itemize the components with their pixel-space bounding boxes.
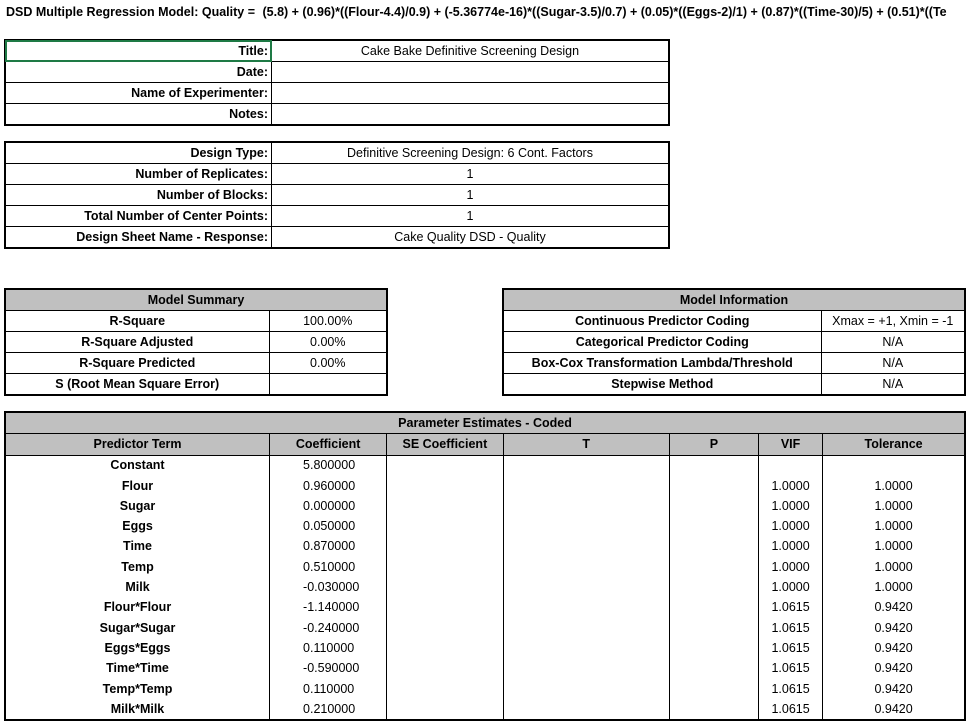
param-cell-se[interactable]	[387, 598, 503, 618]
param-cell-vif[interactable]: 1.0615	[759, 679, 823, 699]
info-value-date[interactable]	[272, 62, 670, 83]
param-cell-tol[interactable]: 0.9420	[823, 638, 965, 658]
table-row	[5, 659, 965, 679]
param-cell-se[interactable]	[387, 516, 503, 536]
param-cell-p[interactable]	[669, 598, 758, 618]
model-info-label-box-cox[interactable]: Box-Cox Transformation Lambda/Threshold	[503, 353, 821, 374]
parameter-estimates-table	[4, 411, 966, 721]
design-value-blocks[interactable]: 1	[272, 185, 670, 206]
param-cell-vif[interactable]: 1.0615	[759, 699, 823, 720]
design-value-type[interactable]: Definitive Screening Design: 6 Cont. Factors	[272, 142, 670, 164]
design-row-replicates	[5, 164, 669, 185]
summary-row	[5, 311, 387, 332]
column-header-t[interactable]: T	[503, 434, 669, 455]
table-row	[5, 496, 965, 516]
param-cell-se[interactable]	[387, 699, 503, 720]
info-value-experimenter[interactable]	[272, 83, 670, 104]
model-info-row	[503, 332, 965, 353]
param-cell-coef[interactable]: 0.510000	[270, 557, 387, 577]
param-cell-vif[interactable]: 1.0000	[759, 516, 823, 536]
param-cell-term[interactable]: Constant	[5, 455, 270, 476]
model-summary-title[interactable]: Model Summary	[5, 289, 387, 311]
summary-value-r-square[interactable]: 100.00%	[269, 311, 387, 332]
model-info-label-categorical-coding[interactable]: Categorical Predictor Coding	[503, 332, 821, 353]
summary-row	[5, 353, 387, 374]
design-value-center-points[interactable]: 1	[272, 206, 670, 227]
experiment-info-table	[4, 39, 670, 126]
info-row-notes	[5, 104, 669, 126]
param-cell-vif[interactable]: 1.0615	[759, 638, 823, 658]
design-info-table	[4, 141, 670, 249]
info-label-experimenter[interactable]: Name of Experimenter:	[5, 83, 272, 104]
equation-heading: DSD Multiple Regression Model: Quality =	[6, 5, 255, 19]
model-info-row	[503, 353, 965, 374]
summary-label-r-square[interactable]: R-Square	[5, 311, 269, 332]
table-row	[5, 699, 965, 720]
info-value-title[interactable]: Cake Bake Definitive Screening Design	[272, 40, 670, 62]
param-cell-tol[interactable]: 0.9420	[823, 699, 965, 720]
param-cell-t[interactable]	[503, 618, 669, 638]
design-row-center-points	[5, 206, 669, 227]
param-cell-se[interactable]	[387, 577, 503, 597]
param-cell-se[interactable]	[387, 638, 503, 658]
param-cell-p[interactable]	[669, 557, 758, 577]
table-row	[5, 638, 965, 658]
column-header-vif[interactable]: VIF	[759, 434, 823, 455]
info-row-title	[5, 40, 669, 62]
param-cell-tol[interactable]: 0.9420	[823, 618, 965, 638]
summary-value-r-square-adjusted[interactable]: 0.00%	[269, 332, 387, 353]
model-info-row	[503, 374, 965, 396]
info-value-notes[interactable]	[272, 104, 670, 126]
param-cell-coef[interactable]: -0.030000	[270, 577, 387, 597]
param-cell-term[interactable]: Milk*Milk	[5, 699, 270, 720]
table-row	[5, 537, 965, 557]
model-summary-table	[4, 288, 388, 396]
table-row	[5, 516, 965, 536]
table-row	[5, 476, 965, 496]
design-row-blocks	[5, 185, 669, 206]
param-cell-coef[interactable]: 0.110000	[270, 638, 387, 658]
param-cell-tol[interactable]: 1.0000	[823, 537, 965, 557]
param-cell-p[interactable]	[669, 516, 758, 536]
model-info-value-stepwise[interactable]: N/A	[821, 374, 965, 396]
column-header-se-coefficient[interactable]: SE Coefficient	[387, 434, 503, 455]
summary-row	[5, 374, 387, 396]
table-row	[5, 557, 965, 577]
param-cell-term[interactable]: Flour	[5, 476, 270, 496]
param-cell-term[interactable]: Temp*Temp	[5, 679, 270, 699]
param-cell-term[interactable]: Time*Time	[5, 659, 270, 679]
param-cell-vif[interactable]: 1.0615	[759, 659, 823, 679]
param-cell-tol[interactable]: 1.0000	[823, 496, 965, 516]
design-label-blocks[interactable]: Number of Blocks:	[5, 185, 272, 206]
model-info-row	[503, 311, 965, 332]
param-cell-vif[interactable]	[759, 455, 823, 476]
param-cell-t[interactable]	[503, 537, 669, 557]
param-cell-term[interactable]: Flour*Flour	[5, 598, 270, 618]
model-information-title[interactable]: Model Information	[503, 289, 965, 311]
param-cell-coef[interactable]: 0.960000	[270, 476, 387, 496]
param-cell-vif[interactable]: 1.0000	[759, 496, 823, 516]
param-cell-coef[interactable]: 0.000000	[270, 496, 387, 516]
param-cell-coef[interactable]: -0.240000	[270, 618, 387, 638]
param-cell-tol[interactable]: 0.9420	[823, 659, 965, 679]
design-label-sheet-name[interactable]: Design Sheet Name - Response:	[5, 227, 272, 249]
param-cell-tol[interactable]	[823, 455, 965, 476]
param-cell-se[interactable]	[387, 679, 503, 699]
param-cell-p[interactable]	[669, 679, 758, 699]
table-row	[5, 679, 965, 699]
param-cell-t[interactable]	[503, 455, 669, 476]
summary-value-rmse[interactable]	[269, 374, 387, 396]
param-cell-coef[interactable]: 0.050000	[270, 516, 387, 536]
param-cell-tol[interactable]: 1.0000	[823, 516, 965, 536]
param-cell-term[interactable]: Sugar*Sugar	[5, 618, 270, 638]
param-cell-term[interactable]: Time	[5, 537, 270, 557]
design-label-center-points[interactable]: Total Number of Center Points:	[5, 206, 272, 227]
param-cell-se[interactable]	[387, 557, 503, 577]
param-cell-tol[interactable]: 1.0000	[823, 557, 965, 577]
summary-label-r-square-predicted[interactable]: R-Square Predicted	[5, 353, 269, 374]
column-header-row	[5, 434, 965, 455]
param-cell-vif[interactable]: 1.0000	[759, 577, 823, 597]
param-cell-term[interactable]: Sugar	[5, 496, 270, 516]
design-value-replicates[interactable]: 1	[272, 164, 670, 185]
param-cell-se[interactable]	[387, 496, 503, 516]
param-cell-p[interactable]	[669, 537, 758, 557]
param-cell-coef[interactable]: -1.140000	[270, 598, 387, 618]
param-cell-t[interactable]	[503, 476, 669, 496]
param-cell-se[interactable]	[387, 618, 503, 638]
param-cell-t[interactable]	[503, 638, 669, 658]
design-label-type[interactable]: Design Type:	[5, 142, 272, 164]
equation-formula: (5.8) + (0.96)*((Flour-4.4)/0.9) + (-5.36774e-16)*((Sugar-3.5)/0.7) + (0.05)*((Eggs-2)/1) + (0.87)*((Time-30)/5) + (0.51)*((Te	[262, 5, 947, 19]
model-info-value-box-cox[interactable]: N/A	[821, 353, 965, 374]
param-cell-t[interactable]	[503, 659, 669, 679]
design-row-sheet-name	[5, 227, 669, 249]
param-cell-vif[interactable]: 1.0000	[759, 537, 823, 557]
param-cell-tol[interactable]: 0.9420	[823, 679, 965, 699]
param-cell-term[interactable]: Milk	[5, 577, 270, 597]
param-cell-t[interactable]	[503, 516, 669, 536]
column-header-predictor-term[interactable]: Predictor Term	[5, 434, 270, 455]
param-cell-p[interactable]	[669, 496, 758, 516]
design-value-sheet-name[interactable]: Cake Quality DSD - Quality	[394, 229, 546, 244]
param-cell-p[interactable]	[669, 638, 758, 658]
column-header-tolerance[interactable]: Tolerance	[823, 434, 965, 455]
summary-label-rmse[interactable]: S (Root Mean Square Error)	[5, 374, 269, 396]
info-label-date[interactable]: Date:	[5, 62, 272, 83]
design-label-replicates[interactable]: Number of Replicates:	[5, 164, 272, 185]
column-header-coefficient[interactable]: Coefficient	[270, 434, 387, 455]
param-cell-term[interactable]: Eggs	[5, 516, 270, 536]
param-cell-p[interactable]	[669, 577, 758, 597]
param-cell-coef[interactable]: 5.800000	[270, 455, 387, 476]
param-cell-t[interactable]	[503, 496, 669, 516]
param-cell-t[interactable]	[503, 557, 669, 577]
regression-equation[interactable]	[6, 4, 980, 20]
summary-label-r-square-adjusted[interactable]: R-Square Adjusted	[5, 332, 269, 353]
model-information-table	[502, 288, 966, 396]
param-cell-coef[interactable]: 0.110000	[270, 679, 387, 699]
param-cell-t[interactable]	[503, 699, 669, 720]
param-cell-t[interactable]	[503, 679, 669, 699]
summary-row	[5, 332, 387, 353]
info-row-experimenter	[5, 83, 669, 104]
info-label-title[interactable]: Title:	[5, 40, 272, 62]
param-cell-p[interactable]	[669, 618, 758, 638]
param-cell-tol[interactable]: 1.0000	[823, 476, 965, 496]
param-cell-coef[interactable]: -0.590000	[270, 659, 387, 679]
param-cell-se[interactable]	[387, 455, 503, 476]
param-cell-coef[interactable]: 0.870000	[270, 537, 387, 557]
param-cell-vif[interactable]: 1.0615	[759, 598, 823, 618]
table-row	[5, 455, 965, 476]
model-info-value-categorical-coding[interactable]: N/A	[821, 332, 965, 353]
param-cell-p[interactable]	[669, 476, 758, 496]
param-cell-se[interactable]	[387, 659, 503, 679]
param-cell-coef[interactable]: 0.210000	[270, 699, 387, 720]
param-cell-vif[interactable]: 1.0615	[759, 618, 823, 638]
model-info-label-continuous-coding[interactable]: Continuous Predictor Coding	[503, 311, 821, 332]
param-cell-t[interactable]	[503, 598, 669, 618]
param-cell-tol[interactable]: 0.9420	[823, 598, 965, 618]
column-header-p[interactable]: P	[669, 434, 758, 455]
param-cell-se[interactable]	[387, 537, 503, 557]
param-cell-tol[interactable]: 1.0000	[823, 577, 965, 597]
model-info-value-continuous-coding[interactable]: Xmax = +1, Xmin = -1	[821, 311, 965, 332]
model-info-label-stepwise[interactable]: Stepwise Method	[503, 374, 821, 396]
param-cell-vif[interactable]: 1.0000	[759, 476, 823, 496]
table-row	[5, 598, 965, 618]
param-cell-p[interactable]	[669, 455, 758, 476]
info-row-date	[5, 62, 669, 83]
param-cell-se[interactable]	[387, 476, 503, 496]
summary-value-r-square-predicted[interactable]: 0.00%	[269, 353, 387, 374]
param-cell-t[interactable]	[503, 577, 669, 597]
param-cell-term[interactable]: Temp	[5, 557, 270, 577]
design-row-type	[5, 142, 669, 164]
param-cell-vif[interactable]: 1.0000	[759, 557, 823, 577]
info-label-notes[interactable]: Notes:	[5, 104, 272, 126]
table-row	[5, 577, 965, 597]
table-row	[5, 618, 965, 638]
param-cell-p[interactable]	[669, 699, 758, 720]
param-cell-p[interactable]	[669, 659, 758, 679]
parameter-estimates-title[interactable]: Parameter Estimates - Coded	[5, 412, 965, 434]
param-cell-term[interactable]: Eggs*Eggs	[5, 638, 270, 658]
